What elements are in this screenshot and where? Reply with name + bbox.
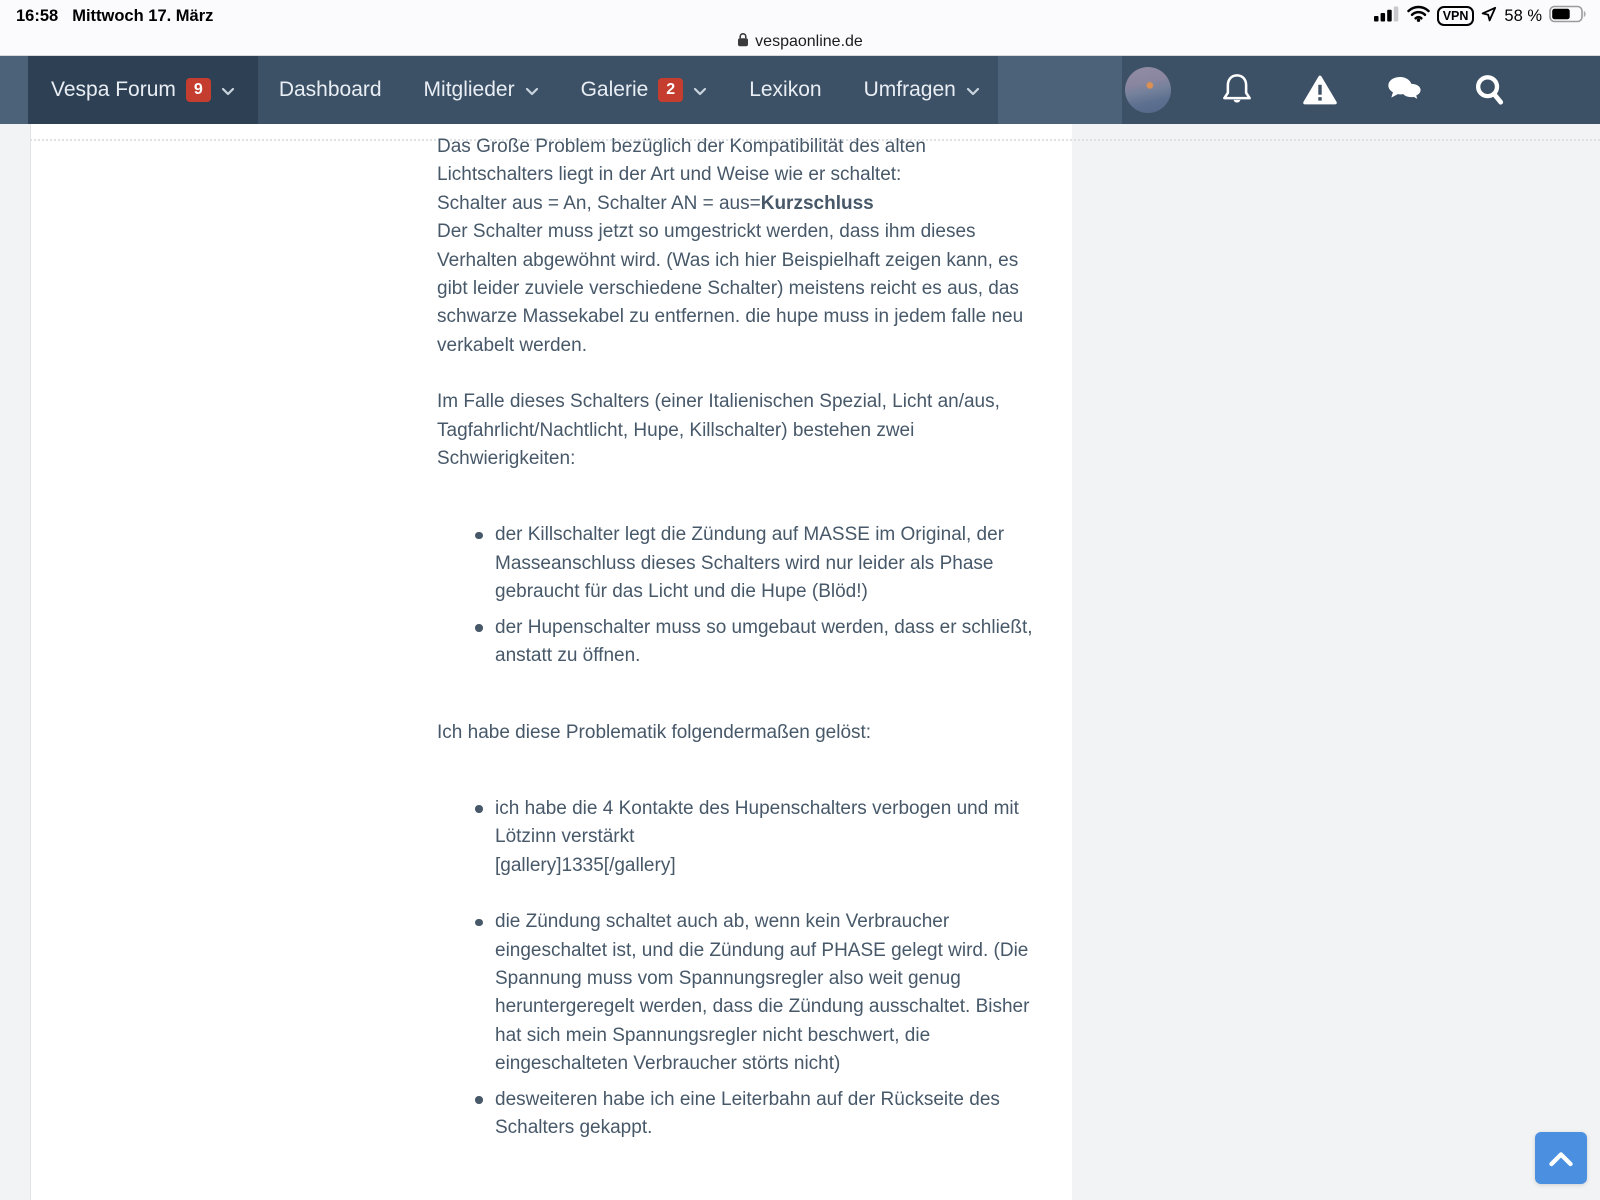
cellular-signal-icon (1374, 5, 1400, 27)
browser-chrome (0, 0, 1600, 56)
nav-menu (28, 56, 998, 124)
list-item: ich habe die 4 Kontakte des Hupenschalters verbogen und mit Lötzinn verstärkt [gallery]1335[/gallery] (495, 795, 1041, 880)
nav-label: Umfragen (863, 78, 956, 101)
nav-label: Lexikon (749, 78, 822, 101)
vpn-badge: VPN (1437, 6, 1475, 26)
wifi-icon (1407, 5, 1430, 27)
nav-label: Mitglieder (423, 78, 515, 101)
location-arrow-icon (1481, 6, 1497, 27)
notifications-bell-icon[interactable] (1221, 71, 1253, 109)
address-bar[interactable] (0, 28, 1600, 55)
nav-item-dashboard[interactable] (258, 56, 403, 124)
clock: 16:58 (16, 6, 59, 25)
unread-badge: 9 (186, 78, 211, 102)
status-left (16, 7, 213, 26)
status-bar (0, 0, 1600, 28)
status-right (1374, 5, 1588, 28)
avatar[interactable] (1125, 67, 1171, 113)
post-paragraph: Das Große Problem bezüglich der Kompatibilität des alten Lichtschalters liegt in der Art und Weise wie er schaltet: Schalter aus = An, Schalter AN = aus=Kurzschluss Der Schalter muss jetzt so umgestrickt werden, dass ihm dieses Verhalten abgewöhnt wird. (Was ich hier Beispielhaft zeigen kann, es gibt leider zuviele verschiedene Schalter) meistens reicht es aus, das schwarze Massekabel zu entfernen. die hupe muss in jedem falle neu verkabelt werden. (437, 136, 1024, 356)
bullet-list (437, 795, 1041, 1142)
battery-icon (1549, 5, 1588, 28)
chevron-down-icon (966, 87, 980, 96)
chevron-down-icon (221, 87, 235, 96)
bullet-list (437, 521, 1041, 670)
nav-item-mitglieder[interactable] (403, 56, 560, 124)
search-icon[interactable] (1473, 73, 1505, 107)
list-item: desweiteren habe ich eine Leiterbahn auf der Rückseite des Schalters gekappt. (495, 1086, 1041, 1143)
conversations-chat-icon[interactable] (1387, 74, 1423, 106)
post-body (437, 133, 1041, 1190)
chevron-down-icon (693, 87, 707, 96)
chevron-down-icon (525, 87, 539, 96)
chevron-up-icon (1548, 1150, 1574, 1167)
battery-percent: 58 % (1504, 6, 1542, 25)
post-paragraph: Ich habe diese Problematik folgendermaßen gelöst: (437, 721, 872, 743)
nav-label: Vespa Forum (51, 78, 176, 101)
gallery-bbcode: [gallery]1335[/gallery] (495, 854, 676, 876)
page-content (0, 124, 1600, 1200)
url-text: vespaonline.de (755, 32, 863, 50)
bold-text: Kurzschluss (760, 192, 874, 214)
list-item: der Hupenschalter muss so umgebaut werden, dass er schließt, anstatt zu öffnen. (495, 614, 1041, 671)
nav-user-panel (1122, 56, 1600, 124)
nav-item-galerie[interactable] (560, 56, 729, 124)
nav-label: Dashboard (278, 78, 382, 101)
lock-icon (737, 32, 749, 52)
post-paragraph: Im Falle dieses Schalters (einer Italienischen Spezial, Licht an/aus, Tagfahrlicht/Nachtlicht, Hupe, Killschalter) bestehen zwei Schwierigkeiten: (437, 391, 1000, 470)
list-item: die Zündung schaltet auch ab, wenn kein Verbraucher eingeschaltet ist, und die Zündung auf PHASE gelegt wird. (Die Spannung muss vom Spannungsregler also weit genug heruntergeregelt werden, dass die Zündung ausschaltet. Bisher hat sich mein Spannungsregler nicht beschwert, die eingeschalteten Verbraucher störts nicht) (495, 908, 1041, 1078)
nav-label: Galerie (580, 78, 649, 101)
scroll-to-top-button[interactable] (1535, 1132, 1587, 1184)
nav-item-vespa-forum[interactable] (28, 56, 258, 124)
date: Mittwoch 17. März (72, 6, 214, 25)
report-warning-icon[interactable] (1303, 74, 1337, 106)
unread-badge: 2 (658, 78, 683, 102)
forum-navbar (0, 56, 1600, 124)
nav-item-umfragen[interactable] (843, 56, 1001, 124)
nav-item-lexikon[interactable] (728, 56, 842, 124)
list-item: der Killschalter legt die Zündung auf MASSE im Original, der Masseanschluss dieses Schalters wird nur leider als Phase gebraucht für das Licht und die Hupe (Blöd!) (495, 521, 1041, 606)
